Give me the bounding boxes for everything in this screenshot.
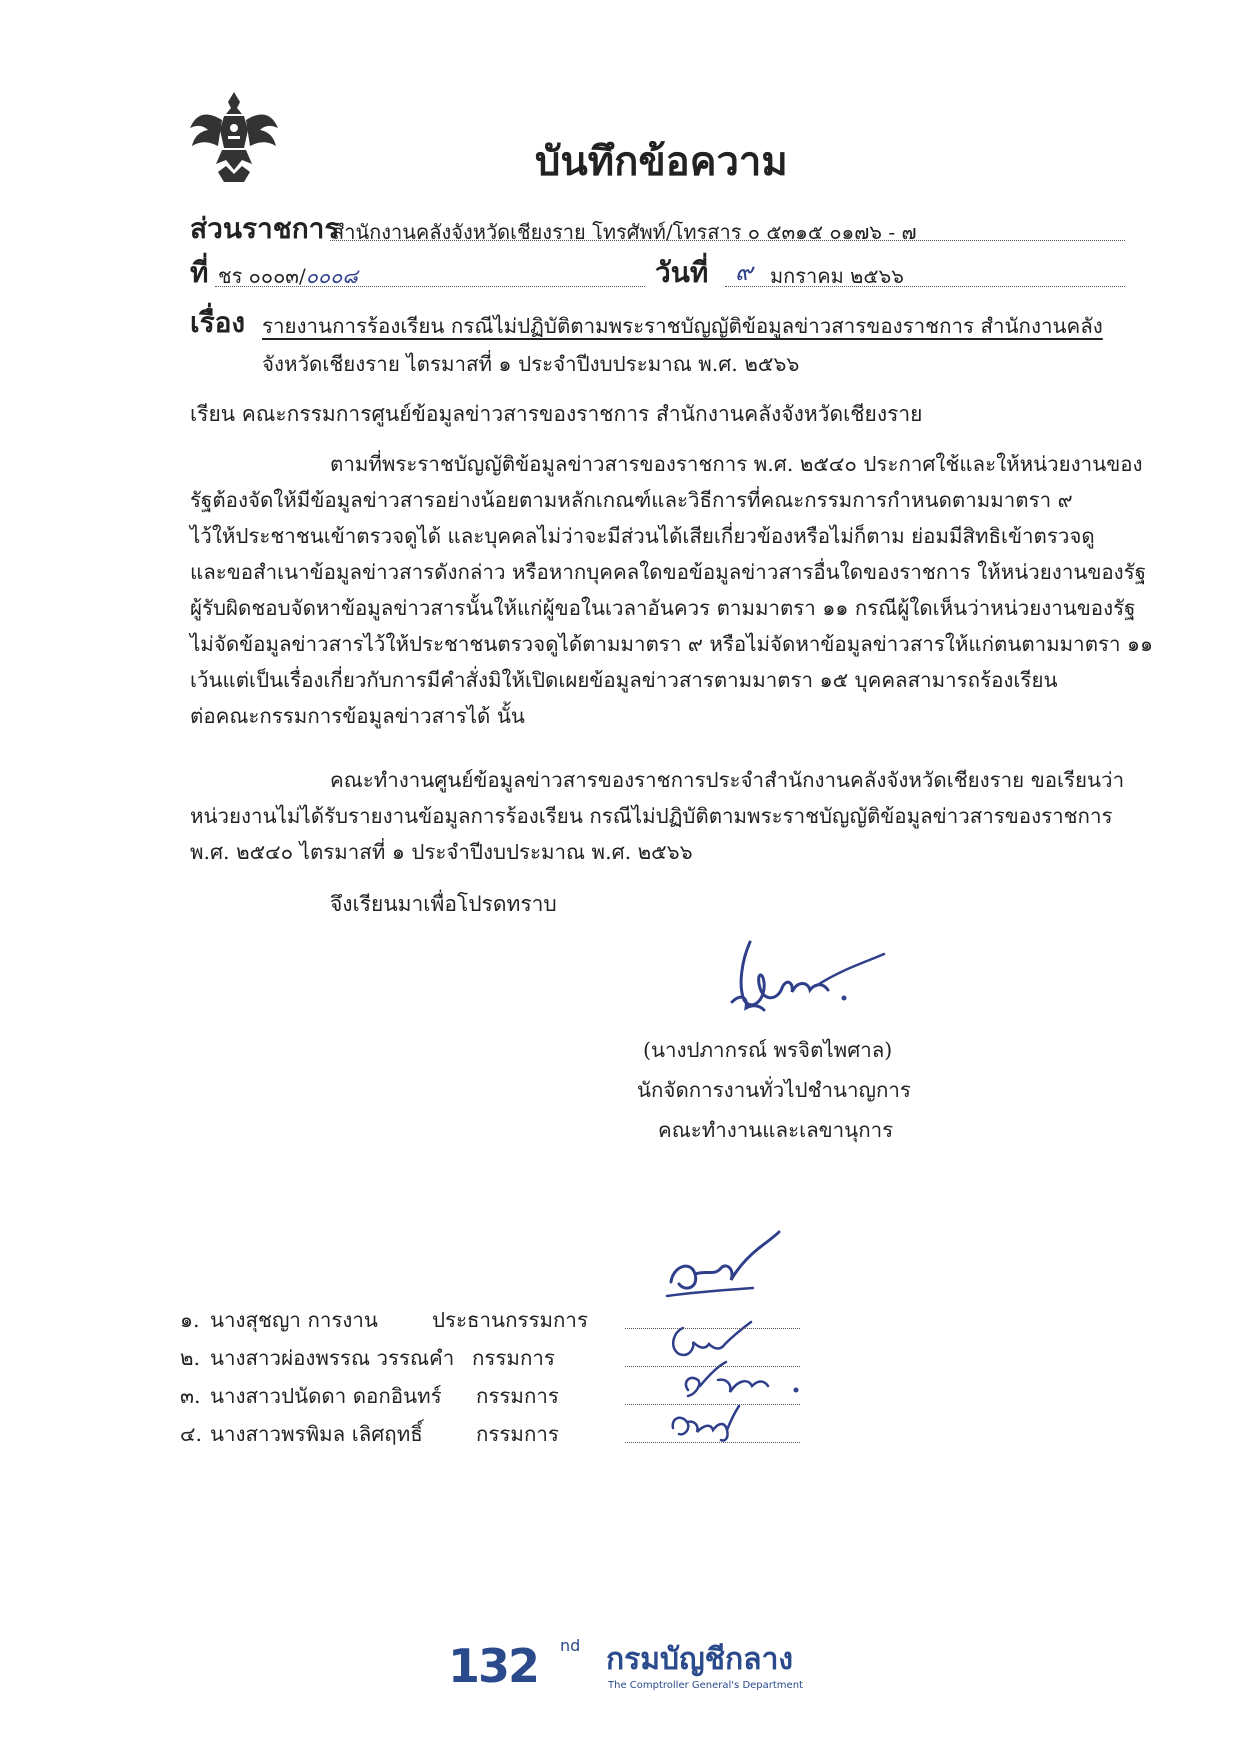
paragraph-line: ตามที่พระราชบัญญัติข้อมูลข่าวสารของราชการ พ.ศ. ๒๕๔๐ ประกาศใช้และให้หน่วยงานของ — [330, 452, 1143, 476]
signature-dotline — [625, 1404, 800, 1405]
anniversary-suffix: nd — [560, 1636, 581, 1655]
department-name-th: กรมบัญชีกลาง — [606, 1642, 794, 1677]
ref-printed: ชร ๐๐๐๓/ — [218, 264, 306, 288]
committee-number: ๒. — [180, 1346, 201, 1370]
ref-handwritten: ๐๐๐๘ — [305, 264, 358, 288]
committee-role: กรรมการ — [476, 1422, 559, 1446]
committee-role: กรรมการ — [476, 1384, 559, 1408]
department-name-en: The Comptroller General's Department — [608, 1680, 803, 1691]
paragraph-line: ไม่จัดข้อมูลข่าวสารไว้ให้ประชาชนตรวจดูได้ตามมาตรา ๙ หรือไม่จัดหาข้อมูลข่าวสารให้แก่ตนตามมาตรา ๑๑ — [190, 632, 1154, 656]
signature-icon — [665, 1398, 765, 1446]
committee-name: นางสาวพรพิมล เลิศฤทธิ์ — [210, 1422, 423, 1446]
body-paragraph-2 — [190, 762, 1125, 870]
signer-role: คณะทำงานและเลขานุการ — [658, 1118, 894, 1142]
paragraph-line: ต่อคณะกรรมการข้อมูลข่าวสารได้ นั้น — [190, 704, 525, 728]
paragraph-line: และขอสำเนาข้อมูลข่าวสารดังกล่าว หรือหากบุคคลใดขอข้อมูลข่าวสารอื่นใดของราชการ ให้หน่วยงานของรัฐ — [190, 560, 1147, 584]
recipient-line: เรียน คณะกรรมการศูนย์ข้อมูลข่าวสารของราชการ สำนักงานคลังจังหวัดเชียงราย — [190, 402, 923, 426]
signer-position: นักจัดการงานทั่วไปชำนาญการ — [637, 1078, 911, 1102]
agency-value: สำนักงานคลังจังหวัดเชียงราย โทรศัพท์/โทรสาร ๐ ๕๓๑๕ ๐๑๗๖ - ๗ — [332, 220, 917, 244]
agency-dotline — [330, 240, 1125, 241]
paragraph-line: พ.ศ. ๒๕๔๐ ไตรมาสที่ ๑ ประจำปีงบประมาณ พ.ศ. ๒๕๖๖ — [190, 840, 693, 864]
signature-icon — [720, 930, 890, 1020]
footer-logo — [448, 1636, 848, 1700]
paragraph-line: ไว้ให้ประชาชนเข้าตรวจดูได้ และบุคคลไม่ว่าจะมีส่วนได้เสียเกี่ยวข้องหรือไม่ก็ตาม ย่อมมีสิทธิเข้าตรวจดู — [190, 524, 1095, 548]
date-value: มกราคม ๒๕๖๖ — [770, 264, 904, 288]
signature-dotline — [625, 1366, 800, 1367]
ref-dotline — [215, 286, 645, 287]
signature-dotline — [625, 1442, 800, 1443]
subject-label: เรื่อง — [190, 306, 246, 339]
date-dotline — [725, 286, 1125, 287]
committee-number: ๓. — [180, 1384, 201, 1408]
paragraph-line: เว้นแต่เป็นเรื่องเกี่ยวกับการมีคำสั่งมิให้เปิดเผยข้อมูลข่าวสารตามมาตรา ๑๕ บุคคลสามารถร้องเรียน — [190, 668, 1058, 692]
subject-line-2: จังหวัดเชียงราย ไตรมาสที่ ๑ ประจำปีงบประมาณ พ.ศ. ๒๕๖๖ — [262, 352, 800, 376]
paragraph-line: หน่วยงานไม่ได้รับรายงานข้อมูลการร้องเรียน กรณีไม่ปฏิบัติตามพระราชบัญญัติข้อมูลข่าวสารของราชการ — [190, 804, 1113, 828]
paragraph-line: คณะทำงานศูนย์ข้อมูลข่าวสารของราชการประจำสำนักงานคลังจังหวัดเชียงราย ขอเรียนว่า — [330, 768, 1125, 792]
signature-dotline — [625, 1328, 800, 1329]
signer-name: (นางปภากรณ์ พรจิตไพศาล) — [643, 1038, 893, 1062]
agency-label: ส่วนราชการ — [190, 212, 340, 245]
garuda-emblem-icon — [188, 88, 280, 188]
committee-number: ๑. — [180, 1308, 200, 1332]
committee-role: กรรมการ — [472, 1346, 555, 1370]
paragraph-line: รัฐต้องจัดให้มีข้อมูลข่าวสารอย่างน้อยตามหลักเกณฑ์และวิธีการที่คณะกรรมการกำหนดตามมาตรา ๙ — [190, 488, 1073, 512]
committee-name: นางสุชญา การงาน — [210, 1308, 378, 1332]
ref-label: ที่ — [190, 256, 209, 289]
committee-name: นางสาวปนัดดา ดอกอินทร์ — [210, 1384, 442, 1408]
subject-line-1: รายงานการร้องเรียน กรณีไม่ปฏิบัติตามพระราชบัญญัติข้อมูลข่าวสารของราชการ สำนักงานคลัง — [262, 314, 1103, 338]
body-paragraph-1 — [190, 446, 1154, 734]
closing-line: จึงเรียนมาเพื่อโปรดทราบ — [330, 892, 557, 916]
date-label: วันที่ — [655, 256, 709, 289]
date-handwritten: ๙ — [735, 258, 753, 286]
committee-name: นางสาวผ่องพรรณ วรรณคำ — [210, 1346, 455, 1370]
committee-role: ประธานกรรมการ — [432, 1308, 588, 1332]
anniversary-number: 132 — [448, 1639, 539, 1693]
committee-number: ๔. — [180, 1422, 203, 1446]
memo-title: บันทึกข้อความ — [535, 138, 788, 185]
paragraph-line: ผู้รับผิดชอบจัดหาข้อมูลข่าวสารนั้นให้แก่ผู้ขอในเวลาอันควร ตามมาตรา ๑๑ กรณีผู้ใดเห็นว่าหน่วยงานของรัฐ — [190, 596, 1136, 620]
signature-icon — [665, 1226, 785, 1310]
